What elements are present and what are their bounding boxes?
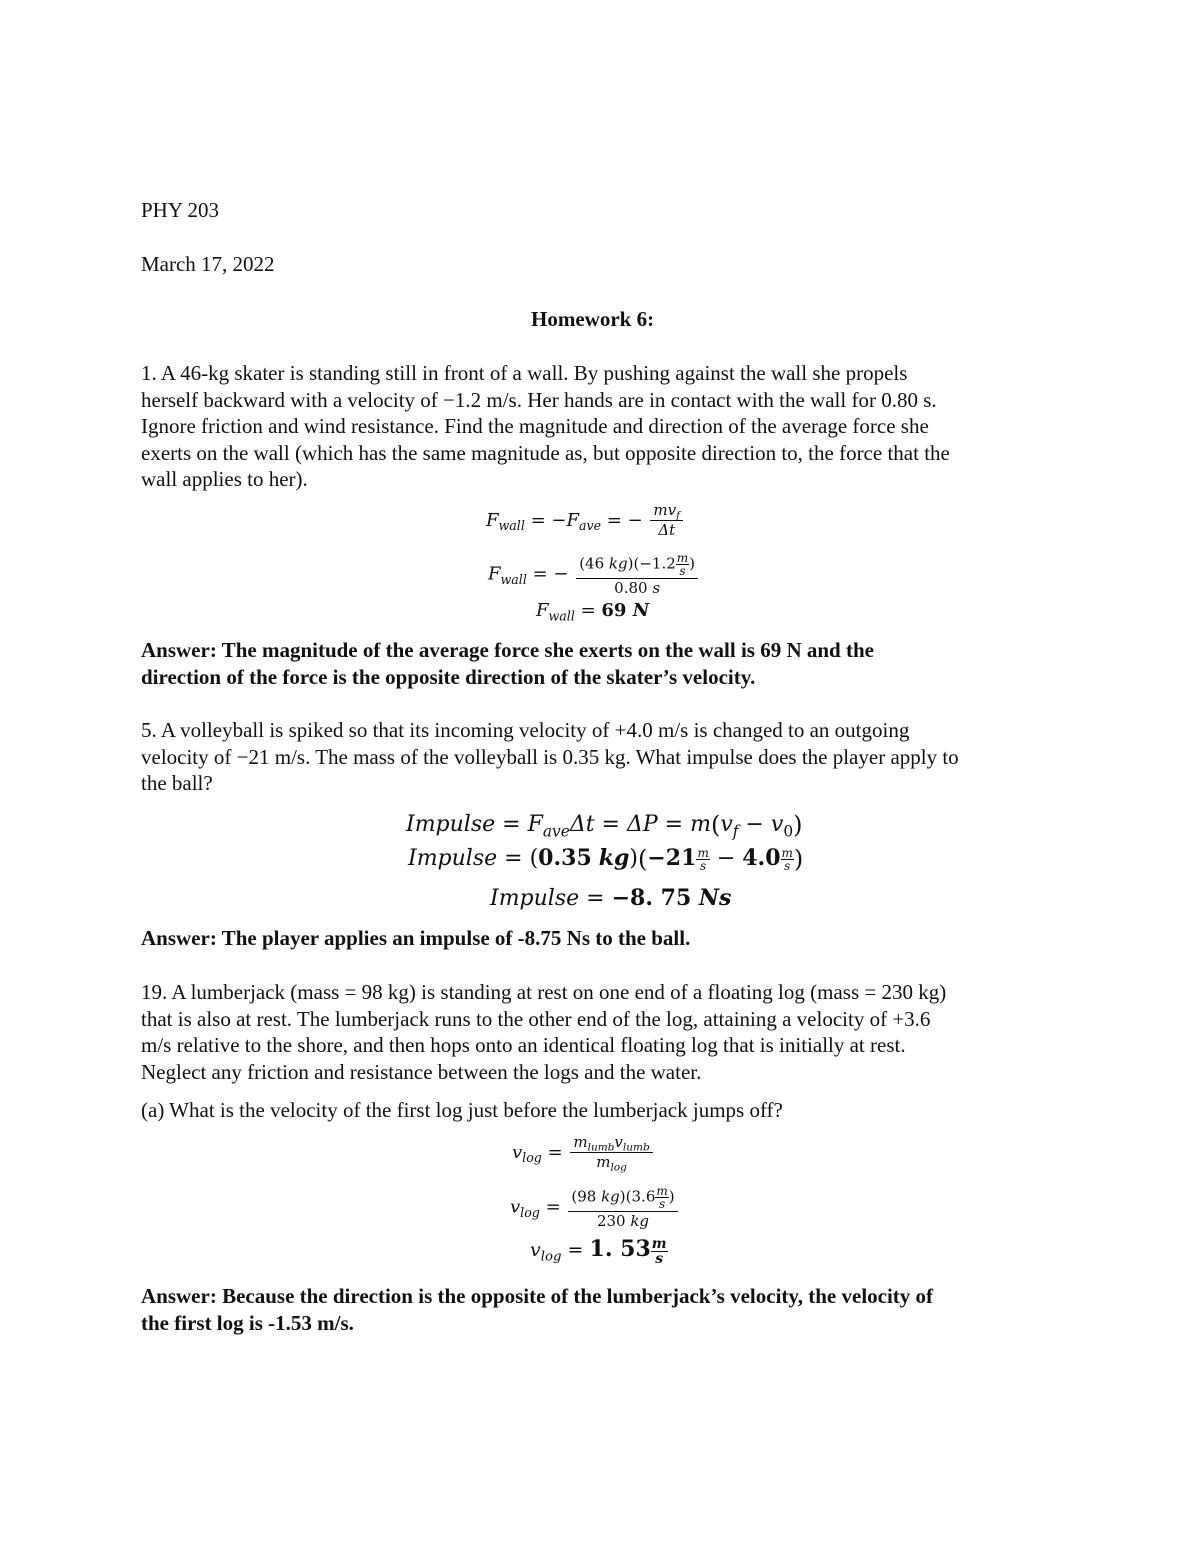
problem-line: wall applies to her). — [141, 467, 308, 491]
fraction: (46 kg)(−1.2 $\frac{m}{s}$ ) 0.80 s — [576, 552, 698, 597]
page-title: Homework 6: — [531, 307, 655, 331]
fraction: $\frac{mv_f}{\Delta t}$ — [650, 503, 683, 539]
problem-19-answer — [141, 1283, 1071, 1336]
problem-line: Neglect any friction and resistance between the logs and the water. — [141, 1059, 702, 1084]
problem-5-answer — [141, 925, 1071, 952]
problem-line: herself backward with a velocity of −1.2 m/s. Her hands are in contact with the wall for 0.80 s. — [141, 387, 937, 412]
equation-log-velocity-definition: $v_{log}$ = $\frac{m_{lumb}v_{lumb}}{m_{log}}$ — [512, 1135, 655, 1171]
equation-impulse-substitution: Impulse = (0.35 kg)(−21 $\frac{m}{s}$ − 4.0 $\frac{m}{s}$ ) — [408, 845, 804, 873]
answer-line: the first log is -1.53 m/s. — [141, 1310, 354, 1335]
problem-1-answer — [141, 637, 1071, 690]
date: March 17, 2022 — [141, 252, 275, 276]
problem-19-part-a — [141, 1097, 1071, 1124]
equation-impulse-definition: Impulse = $F_{ave}\Delta t = \Delta P = m(v_f - v_0)$ — [406, 811, 803, 841]
equation-force-wall-definition: $F_{wall} = -F_{ave}$ = − $\frac{mv_f}{\Delta t}$ — [486, 503, 685, 539]
course-code: PHY 203 — [141, 198, 219, 222]
fraction: $\frac{m_{lumb}v_{lumb}}{m_{log}}$ — [570, 1135, 652, 1171]
problem-5-text — [141, 717, 1071, 797]
equation-force-wall-result: $F_{wall} = 69$ N — [536, 600, 650, 624]
problem-line: the ball? — [141, 771, 213, 795]
equation-log-velocity-substitution: $v_{log}$ = (98 kg)(3.6 $\frac{m}{s}$ ) 230 kg — [510, 1185, 680, 1230]
equation-force-wall-substitution: $F_{wall}$ = − (46 kg)(−1.2 $\frac{m}{s}$ ) 0.80 s — [488, 552, 700, 597]
answer-line: Answer: The player applies an impulse of -8.75 Ns to the ball. — [141, 926, 691, 950]
problem-line: 19. A lumberjack (mass = 98 kg) is standing at rest on one end of a floating log (mass = 230 kg) — [141, 980, 947, 1004]
problem-line: exerts on the wall (which has the same magnitude as, but opposite direction to, the force that the — [141, 440, 950, 465]
problem-line: 1. A 46-kg skater is standing still in front of a wall. By pushing against the wall she propels — [141, 361, 908, 385]
answer-line: Answer: The magnitude of the average force she exerts on the wall is 69 N and the — [141, 638, 874, 662]
problem-line: 5. A volleyball is spiked so that its incoming velocity of +4.0 m/s is changed to an outgoing — [141, 718, 910, 742]
equation-log-velocity-result: $v_{log} = 1$. 53 $\frac{m}{s}$ — [530, 1235, 667, 1267]
problem-line: Ignore friction and wind resistance. Find the magnitude and direction of the average force she — [141, 414, 929, 438]
problem-1-text — [141, 360, 1071, 493]
fraction: (98 kg)(3.6 $\frac{m}{s}$ ) 230 kg — [568, 1185, 677, 1230]
problem-line: m/s relative to the shore, and then hops onto an identical floating log that is initially at rest. — [141, 1033, 906, 1057]
answer-line: direction of the force is the opposite direction of the skater’s velocity. — [141, 664, 756, 689]
equation-impulse-result: Impulse = −8. 75 Ns — [490, 885, 732, 911]
problem-line: (a) What is the velocity of the first log just before the lumberjack jumps off? — [141, 1098, 783, 1122]
answer-line: Answer: Because the direction is the opposite of the lumberjack’s velocity, the velocity of — [141, 1284, 934, 1308]
problem-line: that is also at rest. The lumberjack runs to the other end of the log, attaining a velocity of +3.6 — [141, 1006, 931, 1031]
problem-line: velocity of −21 m/s. The mass of the volleyball is 0.35 kg. What impulse does the player apply to — [141, 744, 959, 769]
problem-19-text — [141, 979, 1071, 1085]
